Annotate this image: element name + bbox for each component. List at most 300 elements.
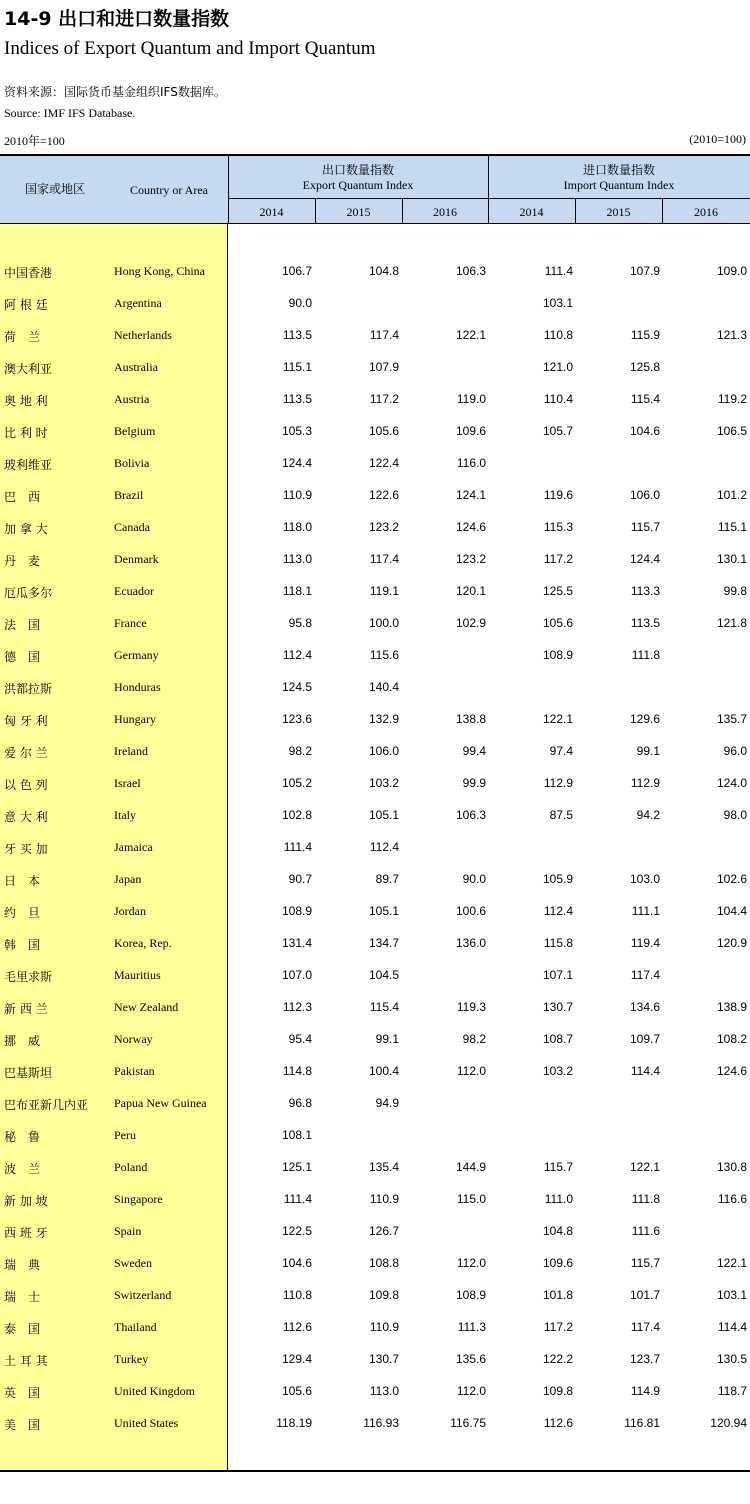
export-value-cell: 136.0 xyxy=(455,936,486,950)
export-value-cell: 95.8 xyxy=(288,616,312,630)
country-name-cn: 泰 国 xyxy=(4,1322,41,1336)
header-year: 2015 xyxy=(606,205,631,219)
import-value-cell: 119.4 xyxy=(630,936,660,950)
import-value-cell: 107.1 xyxy=(542,968,573,982)
export-value-cell: 109.8 xyxy=(368,1288,399,1302)
export-value-cell: 96.8 xyxy=(288,1096,312,1110)
export-value-cell: 108.9 xyxy=(455,1288,486,1302)
import-value-cell: 112.9 xyxy=(630,776,660,790)
export-value-cell: 115.0 xyxy=(456,1192,486,1206)
table-row xyxy=(0,1408,750,1440)
country-name-cn: 匈 牙 利 xyxy=(4,714,48,728)
country-name-cn: 阿 根 廷 xyxy=(4,298,48,312)
import-value-cell: 109.7 xyxy=(629,1032,660,1046)
import-value-cell: 97.4 xyxy=(549,744,573,758)
export-value-cell: 116.75 xyxy=(450,1416,486,1430)
import-value-cell: 115.9 xyxy=(630,328,660,342)
export-value-cell: 90.0 xyxy=(462,872,486,886)
table-row xyxy=(0,1376,750,1408)
country-name-en: Spain xyxy=(114,1224,142,1238)
table-row xyxy=(0,384,750,416)
import-value-cell: 115.3 xyxy=(543,520,573,534)
country-name-cn: 牙 买 加 xyxy=(4,842,48,856)
import-value-cell: 99.1 xyxy=(636,744,660,758)
header-export-cn: 出口数量指数 xyxy=(321,163,394,177)
import-value-cell: 108.2 xyxy=(716,1032,747,1046)
import-value-cell: 122.1 xyxy=(716,1256,747,1270)
export-value-cell: 99.4 xyxy=(462,744,486,758)
import-value-cell: 115.7 xyxy=(630,520,660,534)
table-row xyxy=(0,1120,750,1152)
export-value-cell: 129.4 xyxy=(281,1352,312,1366)
import-value-cell: 130.5 xyxy=(716,1352,747,1366)
header-import-en: Import Quantum Index xyxy=(563,178,675,192)
country-name-en: Japan xyxy=(114,872,142,886)
export-value-cell: 104.6 xyxy=(281,1256,312,1270)
table-body xyxy=(0,256,750,1440)
import-value-cell: 129.6 xyxy=(629,712,660,726)
export-value-cell: 140.4 xyxy=(368,680,399,694)
import-value-cell: 114.4 xyxy=(630,1064,660,1078)
export-value-cell: 117.4 xyxy=(369,552,399,566)
table-row xyxy=(0,928,750,960)
import-value-cell: 138.9 xyxy=(716,1000,747,1014)
export-value-cell: 120.1 xyxy=(455,584,486,598)
country-name-cn: 日 本 xyxy=(4,874,41,888)
import-value-cell: 115.1 xyxy=(717,520,747,534)
country-name-cn: 比 利 时 xyxy=(4,426,48,440)
export-value-cell: 111.4 xyxy=(283,1192,312,1206)
export-value-cell: 119.1 xyxy=(369,584,399,598)
export-value-cell: 90.7 xyxy=(288,872,312,886)
export-value-cell: 105.6 xyxy=(281,1384,312,1398)
header-divider xyxy=(228,198,750,199)
import-value-cell: 121.3 xyxy=(716,328,747,342)
import-value-cell: 117.2 xyxy=(543,552,573,566)
export-value-cell: 130.7 xyxy=(368,1352,399,1366)
country-name-en: Israel xyxy=(114,776,141,790)
table-row xyxy=(0,896,750,928)
import-value-cell: 122.1 xyxy=(542,712,573,726)
source-english: Source: IMF IFS Database. xyxy=(4,106,136,120)
import-value-cell: 125.8 xyxy=(629,360,660,374)
country-name-cn: 美 国 xyxy=(4,1418,41,1432)
export-value-cell: 123.2 xyxy=(368,520,399,534)
import-value-cell: 124.4 xyxy=(629,552,660,566)
country-name-en: Hong Kong, China xyxy=(114,264,205,278)
import-value-cell: 111.1 xyxy=(631,904,660,918)
export-value-cell: 112.6 xyxy=(282,1320,312,1334)
table-row xyxy=(0,448,750,480)
country-name-cn: 巴布亚新几内亚 xyxy=(4,1098,89,1112)
table-row xyxy=(0,1216,750,1248)
export-value-cell: 134.7 xyxy=(368,936,399,950)
table-row xyxy=(0,960,750,992)
header-year: 2014 xyxy=(519,205,544,219)
table-row xyxy=(0,864,750,896)
country-name-en: Austria xyxy=(114,392,150,406)
table-header xyxy=(0,154,750,224)
country-name-cn: 瑞 典 xyxy=(4,1258,41,1272)
export-value-cell: 131.4 xyxy=(281,936,312,950)
export-value-cell: 109.6 xyxy=(455,424,486,438)
import-value-cell: 111.8 xyxy=(631,1192,660,1206)
export-value-cell: 124.1 xyxy=(455,488,486,502)
country-name-cn: 意 大 利 xyxy=(4,810,48,824)
country-name-cn: 洪都拉斯 xyxy=(4,682,53,696)
import-value-cell: 103.0 xyxy=(629,872,660,886)
country-name-en: Thailand xyxy=(114,1320,157,1334)
export-value-cell: 100.6 xyxy=(455,904,486,918)
import-value-cell: 124.6 xyxy=(716,1064,747,1078)
header-import-cn: 进口数量指数 xyxy=(582,163,655,177)
table-row xyxy=(0,1248,750,1280)
export-value-cell: 106.7 xyxy=(281,264,312,278)
table-row xyxy=(0,416,750,448)
import-value-cell: 110.8 xyxy=(543,328,573,342)
country-name-cn: 土 耳 其 xyxy=(4,1354,48,1368)
export-value-cell: 100.0 xyxy=(368,616,399,630)
export-value-cell: 115.4 xyxy=(369,1000,399,1014)
export-value-cell: 119.3 xyxy=(456,1000,486,1014)
country-name-en: Jordan xyxy=(114,904,146,918)
country-name-cn: 荷 兰 xyxy=(4,330,41,344)
country-name-en: Poland xyxy=(114,1160,148,1174)
table-row xyxy=(0,704,750,736)
country-name-cn: 澳大利亚 xyxy=(4,362,53,376)
table-row xyxy=(0,1056,750,1088)
import-value-cell: 113.5 xyxy=(630,616,660,630)
import-value-cell: 98.0 xyxy=(723,808,747,822)
header-year: 2016 xyxy=(433,205,457,219)
country-name-cn: 以 色 列 xyxy=(4,778,48,792)
export-value-cell: 98.2 xyxy=(462,1032,486,1046)
country-name-en: Honduras xyxy=(114,680,161,694)
import-value-cell: 103.1 xyxy=(542,296,573,310)
export-value-cell: 112.4 xyxy=(369,840,399,854)
export-value-cell: 112.0 xyxy=(456,1064,486,1078)
export-value-cell: 126.7 xyxy=(368,1224,399,1238)
export-value-cell: 124.4 xyxy=(281,456,312,470)
country-name-cn: 加 拿 大 xyxy=(4,522,48,536)
import-value-cell: 117.4 xyxy=(630,968,660,982)
import-value-cell: 114.4 xyxy=(717,1320,747,1334)
country-name-en: Belgium xyxy=(114,424,156,438)
country-name-en: Sweden xyxy=(114,1256,152,1270)
import-value-cell: 109.6 xyxy=(542,1256,573,1270)
export-value-cell: 103.2 xyxy=(368,776,399,790)
export-value-cell: 122.6 xyxy=(368,488,399,502)
base-year-left: 2010年=100 xyxy=(4,134,65,148)
import-value-cell: 104.4 xyxy=(716,904,747,918)
export-value-cell: 108.9 xyxy=(281,904,312,918)
source-chinese: 资料来源：国际货币基金组织IFS数据库。 xyxy=(4,85,226,99)
table-row xyxy=(0,992,750,1024)
import-value-cell: 122.1 xyxy=(629,1160,660,1174)
import-value-cell: 123.7 xyxy=(629,1352,660,1366)
export-value-cell: 113.0 xyxy=(369,1384,399,1398)
country-name-en: Italy xyxy=(114,808,136,822)
export-value-cell: 113.5 xyxy=(282,328,312,342)
import-value-cell: 125.5 xyxy=(542,584,573,598)
country-name-cn: 新 西 兰 xyxy=(4,1002,48,1016)
export-value-cell: 110.9 xyxy=(282,488,312,502)
import-value-cell: 105.7 xyxy=(542,424,573,438)
export-value-cell: 117.2 xyxy=(369,392,399,406)
export-value-cell: 125.1 xyxy=(281,1160,312,1174)
header-year: 2015 xyxy=(346,205,371,219)
import-value-cell: 96.0 xyxy=(723,744,747,758)
country-name-en: Canada xyxy=(114,520,150,534)
title-english: Indices of Export Quantum and Import Quantum xyxy=(4,38,376,59)
country-name-cn: 中国香港 xyxy=(4,266,53,280)
table-row xyxy=(0,672,750,704)
table-bottom-rule xyxy=(0,1470,750,1472)
import-value-cell: 121.8 xyxy=(716,616,747,630)
import-value-cell: 105.6 xyxy=(542,616,573,630)
country-name-cn: 奥 地 利 xyxy=(4,394,48,408)
import-value-cell: 111.8 xyxy=(631,648,660,662)
table-row xyxy=(0,608,750,640)
export-value-cell: 106.0 xyxy=(368,744,399,758)
import-value-cell: 120.94 xyxy=(710,1416,747,1430)
import-value-cell: 118.7 xyxy=(717,1384,747,1398)
export-value-cell: 112.3 xyxy=(282,1000,312,1014)
export-value-cell: 144.9 xyxy=(455,1160,486,1174)
export-value-cell: 111.4 xyxy=(283,840,312,854)
table-row xyxy=(0,576,750,608)
country-name-en: Bolivia xyxy=(114,456,150,470)
import-value-cell: 130.7 xyxy=(542,1000,573,1014)
export-value-cell: 113.5 xyxy=(282,392,312,406)
header-country-cn: 国家或地区 xyxy=(24,182,85,196)
table-row xyxy=(0,288,750,320)
export-value-cell: 116.93 xyxy=(363,1416,399,1430)
country-name-en: Australia xyxy=(114,360,158,374)
import-value-cell: 106.0 xyxy=(629,488,660,502)
table-row xyxy=(0,1184,750,1216)
export-value-cell: 110.8 xyxy=(282,1288,312,1302)
country-name-cn: 厄瓜多尔 xyxy=(4,586,53,600)
import-value-cell: 110.4 xyxy=(543,392,573,406)
export-value-cell: 122.4 xyxy=(368,456,399,470)
import-value-cell: 87.5 xyxy=(549,808,573,822)
export-value-cell: 115.1 xyxy=(282,360,312,374)
import-value-cell: 119.2 xyxy=(717,392,747,406)
export-value-cell: 118.19 xyxy=(276,1416,312,1430)
import-value-cell: 109.8 xyxy=(542,1384,573,1398)
export-value-cell: 90.0 xyxy=(288,296,312,310)
import-value-cell: 121.0 xyxy=(542,360,573,374)
table-row xyxy=(0,544,750,576)
header-export-en: Export Quantum Index xyxy=(302,178,414,192)
table-row xyxy=(0,1152,750,1184)
table-row xyxy=(0,736,750,768)
export-value-cell: 111.3 xyxy=(457,1320,486,1334)
country-name-en: Germany xyxy=(114,648,159,662)
import-value-cell: 115.7 xyxy=(543,1160,573,1174)
country-name-en: Turkey xyxy=(114,1352,149,1366)
country-name-cn: 毛里求斯 xyxy=(4,970,53,984)
title-chinese: 14-9 出口和进口数量指数 xyxy=(4,8,230,30)
import-value-cell: 116.6 xyxy=(717,1192,747,1206)
import-value-cell: 120.9 xyxy=(716,936,747,950)
export-value-cell: 99.9 xyxy=(462,776,486,790)
export-value-cell: 112.4 xyxy=(282,648,312,662)
country-name-en: United Kingdom xyxy=(114,1384,195,1398)
country-name-en: Brazil xyxy=(114,488,144,502)
import-value-cell: 108.9 xyxy=(542,648,573,662)
export-value-cell: 119.0 xyxy=(456,392,486,406)
import-value-cell: 99.8 xyxy=(723,584,747,598)
country-name-en: Singapore xyxy=(114,1192,163,1206)
table-row xyxy=(0,320,750,352)
country-name-en: Pakistan xyxy=(114,1064,155,1078)
country-name-en: Switzerland xyxy=(114,1288,172,1302)
import-value-cell: 115.8 xyxy=(543,936,573,950)
export-value-cell: 115.6 xyxy=(369,648,399,662)
export-value-cell: 106.3 xyxy=(455,264,486,278)
export-value-cell: 102.8 xyxy=(281,808,312,822)
table-row xyxy=(0,1344,750,1376)
export-value-cell: 107.9 xyxy=(368,360,399,374)
table-row xyxy=(0,768,750,800)
import-value-cell: 112.4 xyxy=(543,904,573,918)
country-name-en: Jamaica xyxy=(114,840,153,854)
header-year: 2016 xyxy=(694,205,718,219)
export-value-cell: 123.6 xyxy=(281,712,312,726)
export-value-cell: 110.9 xyxy=(369,1192,399,1206)
country-name-cn: 丹 麦 xyxy=(4,554,41,568)
export-value-cell: 104.5 xyxy=(368,968,399,982)
table-row xyxy=(0,1280,750,1312)
export-value-cell: 95.4 xyxy=(288,1032,312,1046)
export-value-cell: 123.2 xyxy=(455,552,486,566)
import-value-cell: 113.3 xyxy=(630,584,660,598)
import-value-cell: 112.6 xyxy=(543,1416,573,1430)
table-row xyxy=(0,1024,750,1056)
export-value-cell: 132.9 xyxy=(368,712,399,726)
country-name-en: United States xyxy=(114,1416,179,1430)
country-name-en: New Zealand xyxy=(114,1000,179,1014)
country-name-en: France xyxy=(114,616,147,630)
country-name-cn: 巴 西 xyxy=(4,490,41,504)
import-value-cell: 134.6 xyxy=(629,1000,660,1014)
import-value-cell: 103.1 xyxy=(716,1288,747,1302)
table-row xyxy=(0,800,750,832)
export-value-cell: 117.4 xyxy=(369,328,399,342)
import-value-cell: 114.9 xyxy=(630,1384,660,1398)
header-country-en: Country or Area xyxy=(130,183,208,197)
import-value-cell: 115.4 xyxy=(630,392,660,406)
export-value-cell: 105.2 xyxy=(281,776,312,790)
export-value-cell: 106.3 xyxy=(455,808,486,822)
import-value-cell: 108.7 xyxy=(542,1032,573,1046)
country-name-cn: 挪 威 xyxy=(4,1034,41,1048)
export-value-cell: 108.1 xyxy=(281,1128,312,1142)
country-name-cn: 英 国 xyxy=(4,1386,41,1400)
import-value-cell: 94.2 xyxy=(636,808,660,822)
export-value-cell: 135.4 xyxy=(368,1160,399,1174)
export-value-cell: 112.0 xyxy=(456,1384,486,1398)
export-value-cell: 124.6 xyxy=(455,520,486,534)
country-name-en: Korea, Rep. xyxy=(114,936,172,950)
export-value-cell: 89.7 xyxy=(375,872,399,886)
import-value-cell: 111.4 xyxy=(544,264,573,278)
import-value-cell: 112.9 xyxy=(543,776,573,790)
import-value-cell: 109.0 xyxy=(716,264,747,278)
import-value-cell: 101.7 xyxy=(629,1288,660,1302)
import-value-cell: 111.6 xyxy=(631,1224,660,1238)
import-value-cell: 124.0 xyxy=(716,776,747,790)
table-row xyxy=(0,832,750,864)
country-name-cn: 爱 尔 兰 xyxy=(4,746,48,760)
export-value-cell: 138.8 xyxy=(455,712,486,726)
export-value-cell: 94.9 xyxy=(375,1096,399,1110)
export-value-cell: 105.6 xyxy=(368,424,399,438)
import-value-cell: 135.7 xyxy=(716,712,747,726)
export-value-cell: 105.1 xyxy=(368,808,399,822)
import-value-cell: 122.2 xyxy=(542,1352,573,1366)
table-row xyxy=(0,640,750,672)
country-name-cn: 巴基斯坦 xyxy=(4,1066,53,1080)
header-year: 2014 xyxy=(259,205,284,219)
import-value-cell: 130.8 xyxy=(716,1160,747,1174)
export-value-cell: 114.8 xyxy=(282,1064,312,1078)
country-name-en: Denmark xyxy=(114,552,159,566)
import-value-cell: 119.6 xyxy=(543,488,573,502)
country-name-cn: 法 国 xyxy=(4,618,41,632)
table-row xyxy=(0,256,750,288)
table-row xyxy=(0,1312,750,1344)
table-row xyxy=(0,512,750,544)
country-name-en: Hungary xyxy=(114,712,156,726)
import-value-cell: 107.9 xyxy=(629,264,660,278)
import-value-cell: 111.0 xyxy=(544,1192,573,1206)
export-value-cell: 116.0 xyxy=(456,456,486,470)
import-value-cell: 117.4 xyxy=(630,1320,660,1334)
export-value-cell: 124.5 xyxy=(281,680,312,694)
country-name-en: Peru xyxy=(114,1128,136,1142)
import-value-cell: 102.6 xyxy=(716,872,747,886)
export-value-cell: 107.0 xyxy=(281,968,312,982)
import-value-cell: 106.5 xyxy=(716,424,747,438)
export-value-cell: 118.1 xyxy=(282,584,312,598)
table-row xyxy=(0,1088,750,1120)
country-name-cn: 玻利维亚 xyxy=(4,458,53,472)
country-name-cn: 西 班 牙 xyxy=(4,1226,48,1240)
country-name-en: Norway xyxy=(114,1032,153,1046)
country-name-cn: 秘 鲁 xyxy=(4,1130,41,1144)
export-value-cell: 105.3 xyxy=(281,424,312,438)
country-name-cn: 德 国 xyxy=(4,650,41,664)
export-value-cell: 118.0 xyxy=(282,520,312,534)
export-value-cell: 100.4 xyxy=(368,1064,399,1078)
export-value-cell: 110.9 xyxy=(369,1320,399,1334)
import-value-cell: 115.7 xyxy=(630,1256,660,1270)
country-name-en: Netherlands xyxy=(114,328,172,342)
import-value-cell: 117.2 xyxy=(543,1320,573,1334)
country-name-cn: 波 兰 xyxy=(4,1162,41,1176)
country-name-en: Papua New Guinea xyxy=(114,1096,207,1110)
export-value-cell: 105.1 xyxy=(368,904,399,918)
country-name-cn: 约 旦 xyxy=(4,906,41,920)
import-value-cell: 130.1 xyxy=(716,552,747,566)
export-value-cell: 135.6 xyxy=(455,1352,486,1366)
table-row xyxy=(0,480,750,512)
country-name-cn: 韩 国 xyxy=(4,938,41,952)
import-value-cell: 104.8 xyxy=(542,1224,573,1238)
